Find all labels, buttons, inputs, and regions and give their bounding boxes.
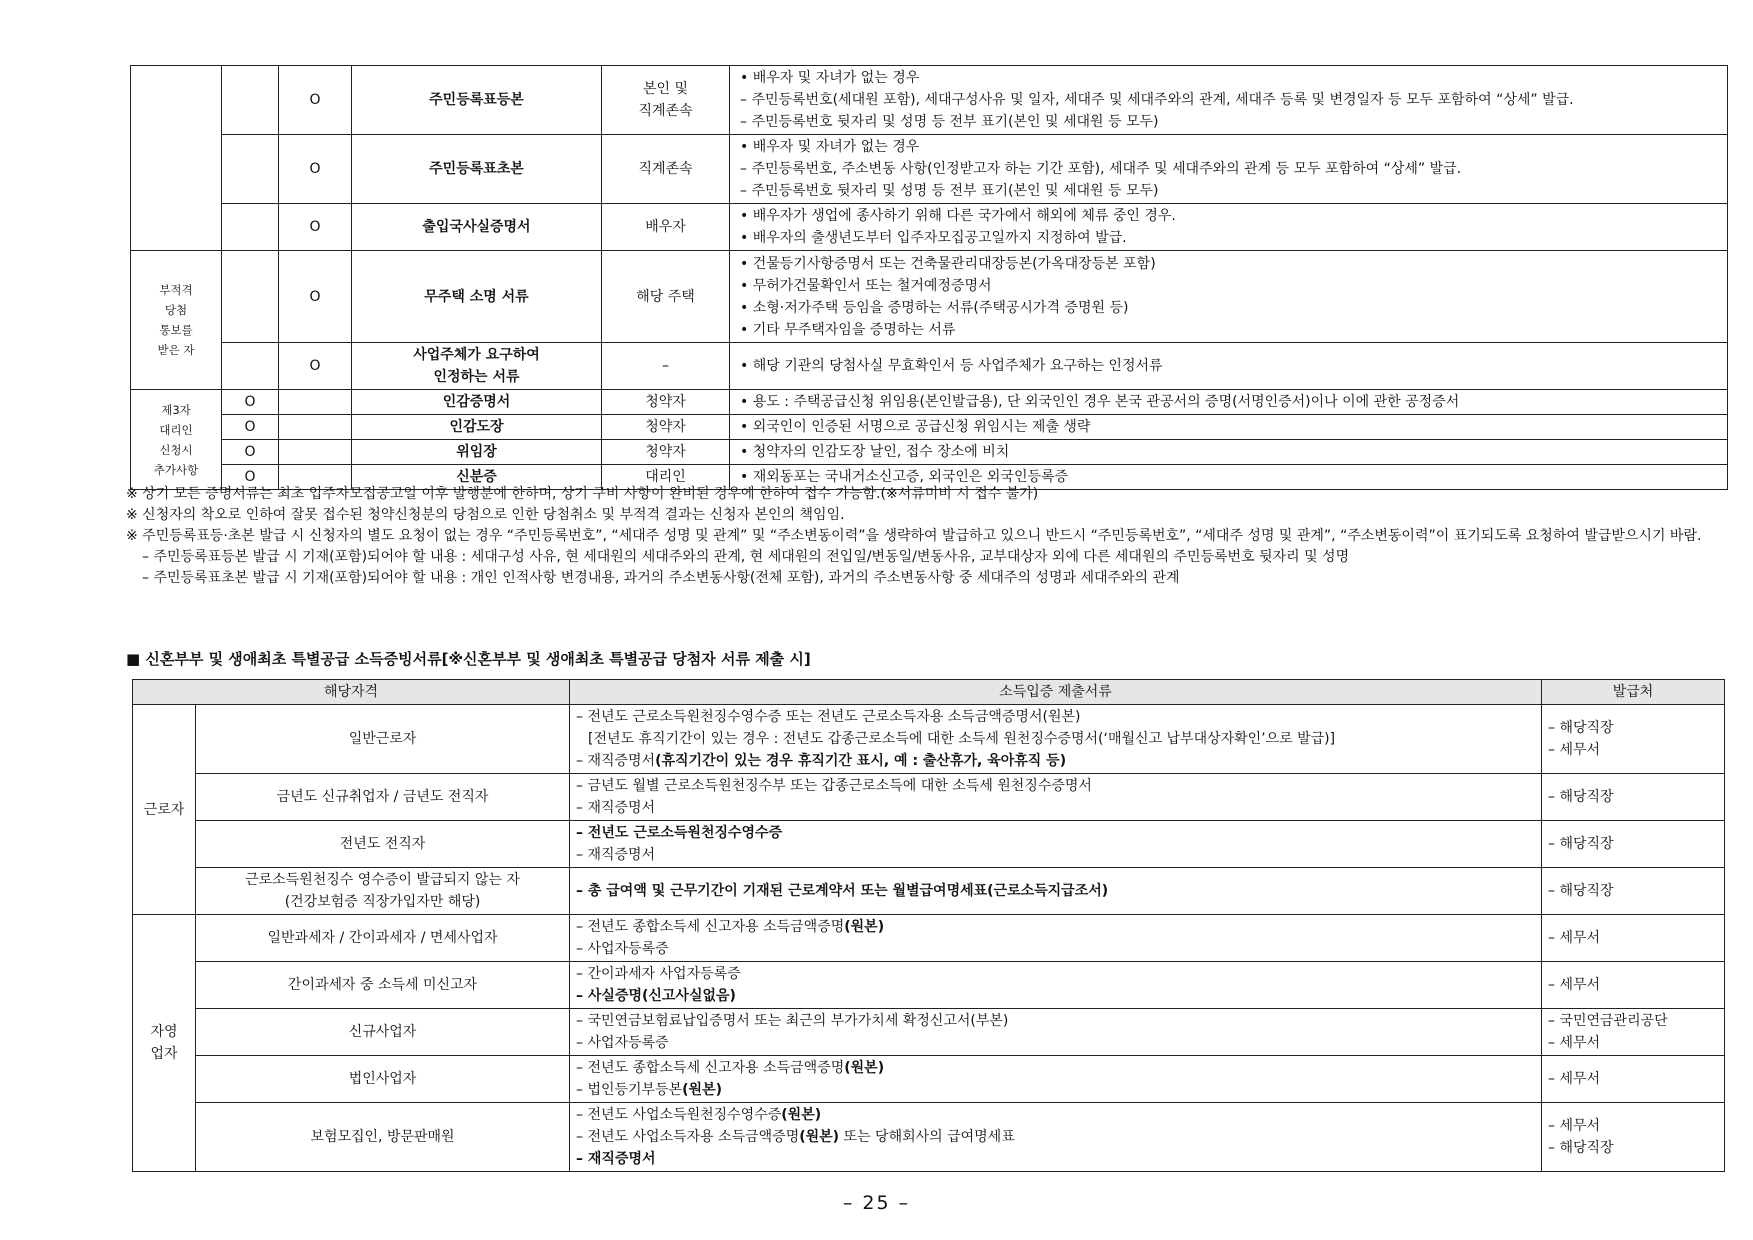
issuer-line: – 세무서 xyxy=(1548,1118,1601,1134)
target-line: 본인 및 xyxy=(642,81,689,97)
document-line: – 간이과세자 사업자등록증 xyxy=(576,966,741,982)
blank-mark-cell xyxy=(279,390,352,415)
description-line: • 소형·저가주택 등임을 증명하는 서류(주택공시가격 증명원 등) xyxy=(740,299,1129,316)
document-text: – 전년도 종합소득세 신고자용 소득금액증명 xyxy=(576,1060,845,1076)
target-cell: 배우자 xyxy=(602,204,730,251)
description-cell xyxy=(730,66,1728,135)
document-line: – 재직증명서 xyxy=(576,800,656,816)
document-line: – 사업자등록증 xyxy=(576,1035,669,1051)
table-row xyxy=(133,962,1725,1009)
group-line: 업자 xyxy=(150,1046,178,1062)
qualification-name: 보험모집인, 방문판매원 xyxy=(196,1103,570,1172)
description-cell: • 해당 기관의 당첨사실 무효확인서 등 사업주체가 요구하는 인정서류 xyxy=(730,343,1728,390)
notes-block xyxy=(126,484,1726,589)
document-line: – 재직증명서 xyxy=(576,847,656,863)
qualification-name: 신규사업자 xyxy=(196,1009,570,1056)
issuer-cell: – 해당직장 xyxy=(1542,821,1725,868)
description-line: • 배우자의 출생년도부터 입주자모집공고일까지 지정하여 발급. xyxy=(740,230,1127,246)
document-name xyxy=(352,343,602,390)
note: ※ 상기 모든 증명서류는 최초 입주자모집공고일 이후 발행분에 한하며, 상기 구비 사항이 완비된 경우에 한하여 접수 가능함.(※서류미비 시 접수 불가) xyxy=(126,486,1039,502)
blank-mark-cell xyxy=(222,66,279,135)
required-mark: O xyxy=(279,135,352,204)
documents-cell xyxy=(570,1103,1542,1172)
document-name: 위임장 xyxy=(352,440,602,465)
document-line: – 전년도 근로소득원천징수영수증 xyxy=(576,825,783,841)
document-name: 주민등록표등본 xyxy=(352,66,602,135)
category-line: 받은 자 xyxy=(157,343,195,357)
header-documents: 소득입증 제출서류 xyxy=(570,680,1542,705)
target-cell: 청약자 xyxy=(602,390,730,415)
blank-mark-cell xyxy=(222,135,279,204)
group-self-employed xyxy=(133,915,196,1172)
category-line: 신청시 xyxy=(159,442,193,457)
required-mark: O xyxy=(222,390,279,415)
blank-mark-cell xyxy=(222,343,279,390)
issuer-line: – 세무서 xyxy=(1548,1035,1601,1051)
description-line: – 주민등록번호, 주소변동 사항(인정받고자 하는 기간 포함), 세대주 및 세대주와의 관계 등 모두 포함하여 “상세” 발급. xyxy=(740,161,1462,177)
table-row xyxy=(133,774,1725,821)
category-line: 추가사항 xyxy=(153,462,199,477)
issuer-cell: – 세무서 xyxy=(1542,915,1725,962)
issuer-line: – 국민연금관리공단 xyxy=(1548,1013,1668,1029)
document-text: – 전년도 사업소득자용 소득금액증명 xyxy=(576,1129,800,1145)
document-name: 무주택 소명 서류 xyxy=(352,251,602,343)
qualification-name: 법인사업자 xyxy=(196,1056,570,1103)
description-cell: • 용도 : 주택공급신청 위임용(본인발급용), 단 외국인인 경우 본국 관공서의 증명(서명인증서)이나 이에 관한 공정증서 xyxy=(730,390,1728,415)
income-proof-table xyxy=(132,679,1725,1172)
table-row xyxy=(133,1056,1725,1103)
document-name: 인감도장 xyxy=(352,415,602,440)
description-line: – 주민등록번호 뒷자리 및 성명 등 전부 표기(본인 및 세대원 등 모두) xyxy=(740,183,1159,199)
blank-mark-cell xyxy=(222,204,279,251)
header-qualification: 해당자격 xyxy=(133,680,570,705)
document-line xyxy=(576,1104,1535,1126)
description-line: • 배우자 및 자녀가 없는 경우 xyxy=(740,139,920,155)
target-cell: 직계존속 xyxy=(602,135,730,204)
note-detail: – 주민등록표등본 발급 시 기재(포함)되어야 할 내용 : 세대구성 사유, 현 세대원의 세대주와의 관계, 현 세대원의 전입일/변동일/변동사유, 교부대상자 외에 다른 세대원의 주민등록번호 뒷자리 및 성명 xyxy=(142,549,1350,565)
document-text-bold: (원본) xyxy=(799,1129,840,1145)
documents-cell xyxy=(570,915,1542,962)
category-line: 당첨 xyxy=(164,303,188,317)
qualification-line: (건강보험증 직장가입자만 해당) xyxy=(284,894,481,910)
description-line: – 주민등록번호 뒷자리 및 성명 등 전부 표기(본인 및 세대원 등 모두) xyxy=(740,114,1159,130)
document-line xyxy=(576,1057,1535,1079)
table-row xyxy=(131,390,1728,415)
document-text: – 재직증명서 xyxy=(576,753,656,769)
description-cell xyxy=(730,251,1728,343)
category-line: 통보를 xyxy=(159,323,193,337)
page-number: – 25 – xyxy=(842,1192,911,1214)
required-mark: O xyxy=(222,415,279,440)
qualification-name: 금년도 신규취업자 / 금년도 전직자 xyxy=(196,774,570,821)
required-mark: O xyxy=(222,440,279,465)
qualification-name: 전년도 전직자 xyxy=(196,821,570,868)
required-mark: O xyxy=(279,204,352,251)
documents-cell xyxy=(570,774,1542,821)
note: ※ 신청자의 착오로 인하여 잘못 접수된 청약신청분의 당첨으로 인한 당첨취소 및 부적격 결과는 신청자 본인의 책임임. xyxy=(126,507,845,523)
target-cell: 청약자 xyxy=(602,440,730,465)
issuer-line: – 해당직장 xyxy=(1548,1140,1614,1156)
description-line: • 무허가건물확인서 또는 철거예정증명서 xyxy=(740,277,992,294)
description-cell: • 청약자의 인감도장 날인, 접수 장소에 비치 xyxy=(730,440,1728,465)
document-name: 인감증명서 xyxy=(352,390,602,415)
target-cell: – xyxy=(602,343,730,390)
description-cell: • 외국인이 인증된 서명으로 공급신청 위임시는 제출 생략 xyxy=(730,415,1728,440)
document-text: – 법인등기부등본 xyxy=(576,1082,683,1098)
documents-cell xyxy=(570,1056,1542,1103)
description-line: • 배우자가 생업에 종사하기 위해 다른 국가에서 해외에 체류 중인 경우. xyxy=(740,208,1176,224)
section-heading: ■ 신혼부부 및 생애최초 특별공급 소득증빙서류[※신혼부부 및 생애최초 특별공급 당첨자 서류 제출 시] xyxy=(126,650,811,668)
description-line: – 주민등록번호(세대원 포함), 세대구성사유 및 일자, 세대주 및 세대주와의 관계, 세대주 등록 및 변경일자 등 모두 포함하여 “상세” 발급. xyxy=(740,92,1574,108)
issuer-cell xyxy=(1542,1103,1725,1172)
document-text: – 전년도 종합소득세 신고자용 소득금액증명 xyxy=(576,919,845,935)
description-line: • 배우자 및 자녀가 없는 경우 xyxy=(740,70,920,86)
table-row xyxy=(131,415,1728,440)
qualification-name: 간이과세자 중 소득세 미신고자 xyxy=(196,962,570,1009)
documents-cell: – 총 급여액 및 근무기간이 기재된 근로계약서 또는 월별급여명세표(근로소득지급조서) xyxy=(570,868,1542,915)
required-mark: O xyxy=(222,465,279,490)
group-worker: 근로자 xyxy=(133,705,196,915)
qualification-line: 근로소득원천징수 영수증이 발급되지 않는 자 xyxy=(245,872,520,888)
table-row xyxy=(133,821,1725,868)
issuer-cell: – 해당직장 xyxy=(1542,868,1725,915)
required-mark: O xyxy=(279,251,352,343)
table-row xyxy=(133,1103,1725,1172)
document-line: – 재직증명서 xyxy=(576,1151,656,1167)
blank-category-cell xyxy=(131,66,222,251)
target-cell: 해당 주택 xyxy=(602,251,730,343)
document-name: 출입국사실증명서 xyxy=(352,204,602,251)
table-row xyxy=(133,1009,1725,1056)
document-line xyxy=(576,1126,1535,1148)
table-row xyxy=(131,440,1728,465)
document-text-bold: (원본) xyxy=(682,1082,722,1098)
document-line xyxy=(576,916,1535,938)
table-row xyxy=(131,135,1728,204)
document-text-bold: (원본) xyxy=(844,919,885,935)
documents-cell xyxy=(570,705,1542,774)
document-text: 또는 당해회사의 급여명세표 xyxy=(839,1129,1015,1145)
group-line: 자영 xyxy=(150,1024,178,1040)
required-mark: O xyxy=(279,343,352,390)
target-line: 직계존속 xyxy=(638,103,693,119)
table-row xyxy=(133,705,1725,774)
description-cell xyxy=(730,204,1728,251)
category-line: 부적격 xyxy=(159,283,193,297)
target-cell xyxy=(602,66,730,135)
target-cell: 대리인 xyxy=(602,465,730,490)
qualification-name: 일반근로자 xyxy=(196,705,570,774)
document-line: – 국민연금보험료납입증명서 또는 최근의 부가가치세 확정신고서(부본) xyxy=(576,1013,1009,1029)
document-text-bold: (원본) xyxy=(844,1060,885,1076)
issuer-cell xyxy=(1542,1009,1725,1056)
document-line xyxy=(576,750,1535,772)
description-line: • 건물등기사항증명서 또는 건축물관리대장등본(가옥대장등본 포함) xyxy=(740,255,1156,272)
issuer-cell: – 해당직장 xyxy=(1542,774,1725,821)
issuer-line: – 세무서 xyxy=(1548,742,1601,758)
required-documents-table xyxy=(130,65,1728,490)
note-detail: – 주민등록표초본 발급 시 기재(포함)되어야 할 내용 : 개인 인적사항 변경내용, 과거의 주소변동사항(전체 포함), 과거의 주소변동사항 중 세대주의 성명과 세대주와의 관계 xyxy=(142,570,1180,586)
qualification-name: 일반과세자 / 간이과세자 / 면세사업자 xyxy=(196,915,570,962)
required-mark: O xyxy=(279,66,352,135)
document-name: 신분증 xyxy=(352,465,602,490)
issuer-cell xyxy=(1542,705,1725,774)
issuer-cell: – 세무서 xyxy=(1542,1056,1725,1103)
blank-mark-cell xyxy=(279,415,352,440)
target-cell: 청약자 xyxy=(602,415,730,440)
document-line: – 사실증명(신고사실없음) xyxy=(576,988,736,1004)
document-line: – 금년도 월별 근로소득원천징수부 또는 갑종근로소득에 대한 소득세 원천징수증명서 xyxy=(576,778,1092,794)
document-line xyxy=(576,1079,1535,1101)
table-row xyxy=(131,251,1728,343)
document-line: – 사업자등록증 xyxy=(576,941,669,957)
note: ※ 주민등록표등·초본 발급 시 신청자의 별도 요청이 없는 경우 “주민등록번호”, “세대주 성명 및 관계” 및 “주소변동이력”을 생략하여 발급하고 있으니 반드시 “주민등록번호”, “세대주 성명 및 관계”, “주소변동이력”이 표기되도록 요청하여 발급받으시기 바람. xyxy=(126,528,1702,544)
documents-cell xyxy=(570,1009,1542,1056)
description-cell xyxy=(730,135,1728,204)
blank-mark-cell xyxy=(279,440,352,465)
table-row xyxy=(131,343,1728,390)
category-line: 대리인 xyxy=(159,422,193,437)
category-proxy xyxy=(131,390,222,490)
issuer-cell: – 세무서 xyxy=(1542,962,1725,1009)
document-name-line: 인정하는 서류 xyxy=(433,369,520,385)
table-row xyxy=(131,66,1728,135)
description-line: • 기타 무주택자임을 증명하는 서류 xyxy=(740,321,956,338)
document-line: – 전년도 근로소득원천징수영수증 또는 전년도 근로소득자용 소득금액증명서(원본) xyxy=(576,709,1081,725)
document-line: [전년도 휴직기간이 있는 경우 : 전년도 갑종근로소득에 대한 소득세 원천징수증명서(‘매월신고 납부대상자확인’으로 발급)] xyxy=(588,731,1336,747)
table-row xyxy=(131,204,1728,251)
issuer-line: – 해당직장 xyxy=(1548,720,1614,736)
documents-cell xyxy=(570,821,1542,868)
category-ineligible xyxy=(131,251,222,390)
header-issuer: 발급처 xyxy=(1542,680,1725,705)
document-text: – 전년도 사업소득원천징수영수증 xyxy=(576,1107,782,1123)
document-text-bold: (원본) xyxy=(781,1107,822,1123)
table-row xyxy=(133,915,1725,962)
document-name-line: 사업주체가 요구하여 xyxy=(413,347,540,363)
description-cell: • 재외동포는 국내거소신고증, 외국인은 외국인등록증 xyxy=(730,465,1728,490)
category-line: 제3자 xyxy=(161,402,191,417)
documents-cell xyxy=(570,962,1542,1009)
table-row xyxy=(133,868,1725,915)
blank-mark-cell xyxy=(222,251,279,343)
header-row xyxy=(133,680,1725,705)
qualification-name xyxy=(196,868,570,915)
document-name: 주민등록표초본 xyxy=(352,135,602,204)
document-text-bold: (휴직기간이 있는 경우 휴직기간 표시, 예 : 출산휴가, 육아휴직 등) xyxy=(655,753,1067,769)
